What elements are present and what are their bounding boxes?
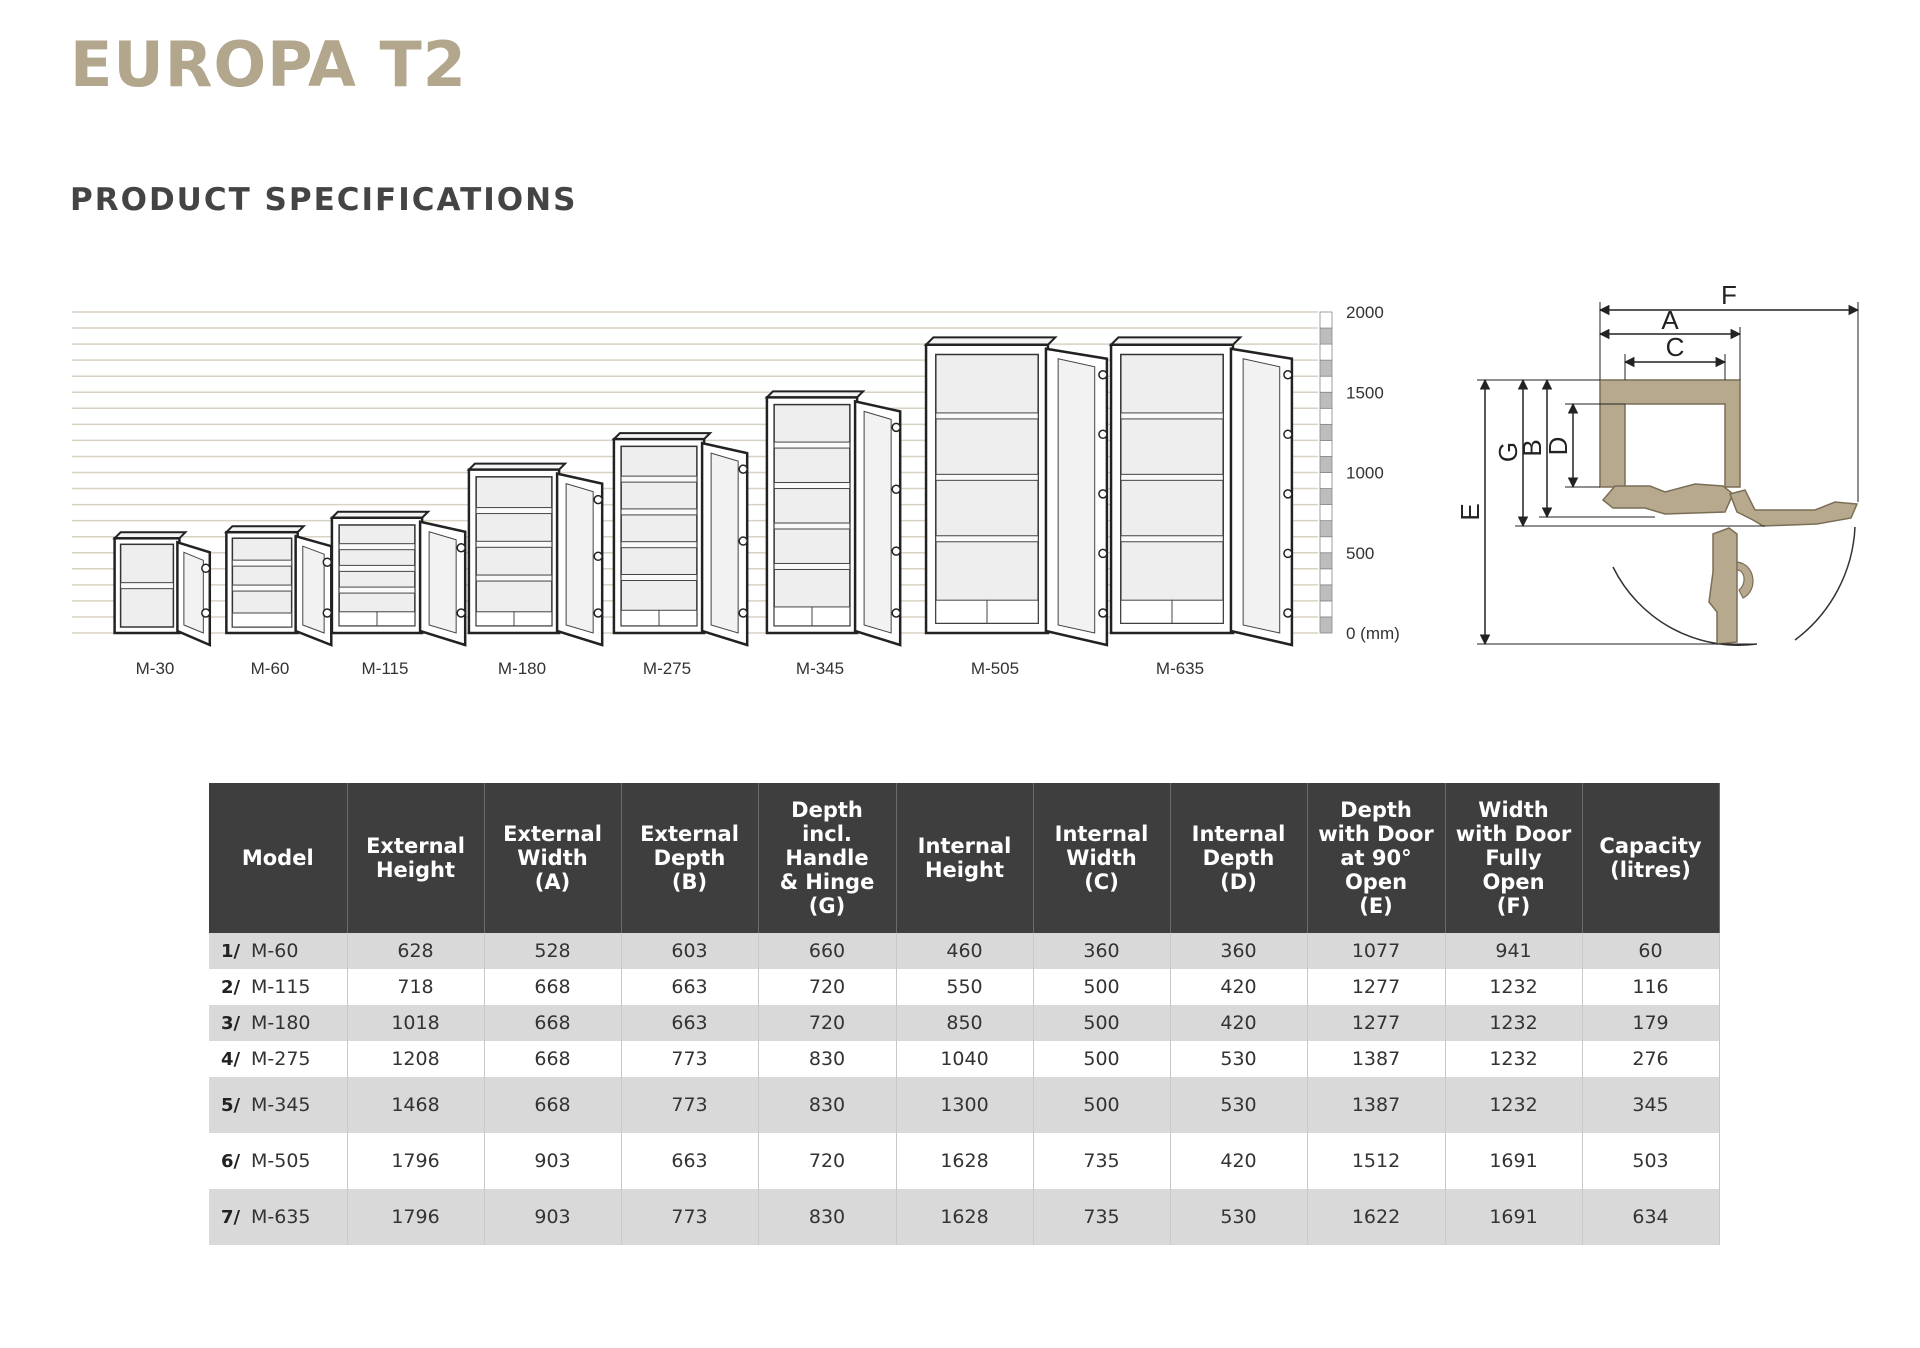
table-cell: 1077: [1307, 933, 1445, 969]
table-cell: 1796: [347, 1133, 484, 1189]
table-cell: 500: [1033, 1077, 1170, 1133]
table-cell: 1232: [1445, 1077, 1582, 1133]
scale-ruler-block: [1320, 424, 1332, 440]
table-cell: 116: [1582, 969, 1719, 1005]
scale-ruler-block: [1320, 328, 1332, 344]
safe-shelf: [1121, 536, 1223, 542]
column-header-line: Depth: [1202, 846, 1275, 870]
table-row: [209, 969, 1719, 1005]
table-cell: 276: [1582, 1041, 1719, 1077]
scale-ruler-block: [1320, 312, 1332, 328]
closed-door-shape: [1603, 484, 1733, 514]
table-cell: 1628: [896, 1133, 1033, 1189]
safe-door-bolt: [892, 547, 900, 555]
table-cell: 1468: [347, 1077, 484, 1133]
table-cell: 420: [1170, 969, 1307, 1005]
safe-drawer: [774, 607, 812, 626]
table-cell: 634: [1582, 1189, 1719, 1245]
model-cell: [209, 1077, 347, 1133]
column-header-line: & Hinge: [779, 870, 875, 894]
table-cell: 720: [758, 1133, 896, 1189]
row-index: 1/: [221, 941, 241, 962]
safe-shelf: [232, 560, 291, 566]
table-cell: 668: [484, 1005, 621, 1041]
safe-shelf: [621, 476, 697, 482]
section-title: PRODUCT SPECIFICATIONS: [70, 182, 578, 218]
safe-shelf: [121, 583, 174, 589]
column-header-line: (F): [1496, 894, 1531, 918]
safe-shelf: [936, 536, 1038, 542]
column-header: [1033, 783, 1170, 933]
column-header: [621, 783, 758, 933]
scale-ruler-block: [1320, 456, 1332, 472]
safe-drawer: [339, 612, 377, 626]
safe-door-bolt: [457, 544, 465, 552]
safe-door-bolt: [594, 496, 602, 504]
scale-ruler-block: [1320, 344, 1332, 360]
safe-door-bolt: [892, 423, 900, 431]
safe-door-panel: [303, 546, 324, 633]
safe-shelf: [774, 483, 850, 489]
column-header: [758, 783, 896, 933]
safe-interior: [936, 354, 1038, 623]
table-cell: 60: [1582, 933, 1719, 969]
model-cell: [209, 1041, 347, 1077]
column-header: [1170, 783, 1307, 933]
table-cell: 1208: [347, 1041, 484, 1077]
column-header-line: Open: [1482, 870, 1545, 894]
table-cell: 773: [621, 1041, 758, 1077]
safe-shelf: [1121, 474, 1223, 480]
table-row: [209, 1133, 1719, 1189]
column-header-line: Width: [1066, 846, 1137, 870]
table-row: [209, 1189, 1719, 1245]
table-cell: 420: [1170, 1133, 1307, 1189]
safe-door-bolt: [1284, 609, 1292, 617]
safe-door-bolt: [457, 609, 465, 617]
safe-door-bolt: [739, 609, 747, 617]
table-cell: 500: [1033, 1005, 1170, 1041]
table-cell: 668: [484, 969, 621, 1005]
column-header-line: (G): [808, 894, 846, 918]
column-header: [484, 783, 621, 933]
safe-door-bolt: [892, 485, 900, 493]
column-header-line: Depth: [1340, 798, 1412, 822]
column-header-line: External: [503, 822, 602, 846]
table-cell: 1387: [1307, 1041, 1445, 1077]
model-cell: [209, 933, 347, 969]
safe-shelf: [621, 542, 697, 548]
table-cell: 550: [896, 969, 1033, 1005]
table-row: [209, 1077, 1719, 1133]
scale-ruler-block: [1320, 617, 1332, 633]
dim-label-d: D: [1543, 436, 1573, 456]
table-header-row: [209, 783, 1719, 933]
safe-door-bolt: [594, 609, 602, 617]
safe-interior: [339, 525, 415, 626]
safe-model-label: M-345: [795, 659, 845, 678]
safe-illustration: [115, 532, 210, 645]
table-cell: 1691: [1445, 1189, 1582, 1245]
safe-drawer: [621, 610, 659, 626]
column-header-line: at 90°: [1340, 846, 1412, 870]
safe-door-bolt: [1284, 371, 1292, 379]
scale-ruler-block: [1320, 392, 1332, 408]
column-header-line: Depth: [791, 798, 863, 822]
door-open-90-handle: [1737, 562, 1753, 598]
table-cell: 530: [1170, 1041, 1307, 1077]
safe-drawer: [987, 600, 1038, 623]
safe-shelf: [476, 508, 552, 514]
table-cell: 773: [621, 1189, 758, 1245]
column-header: [1445, 783, 1582, 933]
safe-door-bolt: [1099, 490, 1107, 498]
model-name: M-115: [251, 976, 311, 998]
table-cell: 903: [484, 1133, 621, 1189]
table-cell: 663: [621, 1133, 758, 1189]
safe-interior: [621, 446, 697, 625]
safe-door-bolt: [202, 609, 210, 617]
safe-illustration: [226, 526, 331, 645]
table-cell: 735: [1033, 1133, 1170, 1189]
safe-drawer: [476, 612, 514, 626]
safe-illustration: [767, 391, 900, 645]
table-cell: 1018: [347, 1005, 484, 1041]
column-header-line: Height: [375, 858, 456, 882]
table-cell: 530: [1170, 1077, 1307, 1133]
model-cell: [209, 1189, 347, 1245]
safe-size-scale-chart: [60, 290, 1440, 690]
column-header-line: Model: [241, 846, 314, 870]
table-cell: 718: [347, 969, 484, 1005]
table-cell: 1796: [347, 1189, 484, 1245]
row-index: 3/: [221, 1013, 241, 1034]
safe-shelf: [621, 509, 697, 515]
table-row: [209, 933, 1719, 969]
table-cell: 1300: [896, 1077, 1033, 1133]
safe-shelf: [339, 544, 415, 550]
dim-label-f: F: [1721, 280, 1737, 310]
table-cell: 503: [1582, 1133, 1719, 1189]
table-cell: 500: [1033, 969, 1170, 1005]
table-cell: 663: [621, 969, 758, 1005]
table-cell: 460: [896, 933, 1033, 969]
safe-illustration: [1111, 337, 1292, 645]
table-cell: 850: [896, 1005, 1033, 1041]
safe-door-panel: [1058, 359, 1095, 633]
table-cell: 830: [758, 1077, 896, 1133]
safe-door-bolt: [594, 552, 602, 560]
column-header-line: incl.: [802, 822, 852, 846]
column-header: [1582, 783, 1719, 933]
safe-drawer: [232, 613, 291, 627]
model-cell: [209, 969, 347, 1005]
safe-shelf: [339, 587, 415, 593]
table-row: [209, 1041, 1719, 1077]
safe-body-outline: [1600, 380, 1740, 487]
page-title: EUROPA T2: [70, 28, 467, 101]
table-cell: 668: [484, 1077, 621, 1133]
safe-drawer: [1172, 600, 1223, 623]
table-cell: 1277: [1307, 1005, 1445, 1041]
scale-ruler-block: [1320, 585, 1332, 601]
safe-door-panel: [864, 411, 891, 633]
table-cell: 660: [758, 933, 896, 969]
model-name: M-635: [251, 1206, 311, 1228]
dim-label-b: B: [1517, 439, 1547, 457]
table-cell: 720: [758, 969, 896, 1005]
safe-door-bolt: [739, 465, 747, 473]
row-index: 5/: [221, 1095, 241, 1116]
table-cell: 668: [484, 1041, 621, 1077]
table-cell: 735: [1033, 1189, 1170, 1245]
safe-door-bolt: [1099, 430, 1107, 438]
table-cell: 830: [758, 1189, 896, 1245]
table-cell: 1277: [1307, 969, 1445, 1005]
scale-ruler-block: [1320, 569, 1332, 585]
table-cell: 773: [621, 1077, 758, 1133]
safe-shelf: [774, 563, 850, 569]
model-cell: [209, 1005, 347, 1041]
safe-drawer: [812, 607, 850, 626]
table-cell: 420: [1170, 1005, 1307, 1041]
safe-door-bolt: [1099, 371, 1107, 379]
column-header-line: Internal: [1054, 822, 1149, 846]
dim-label-e: E: [1455, 503, 1485, 521]
column-header-line: (A): [534, 870, 571, 894]
safe-door-bolt: [1284, 549, 1292, 557]
safe-illustration: [614, 433, 747, 645]
table-cell: 941: [1445, 933, 1582, 969]
safe-shelf: [936, 413, 1038, 419]
column-header: [347, 783, 484, 933]
row-index: 6/: [221, 1151, 241, 1172]
safe-illustration: [332, 512, 465, 645]
safe-interior: [1121, 354, 1223, 623]
table-cell: 903: [484, 1189, 621, 1245]
column-header-line: (B): [671, 870, 708, 894]
model-name: M-345: [251, 1094, 311, 1116]
safe-model-label: M-635: [1155, 659, 1205, 678]
column-header: [209, 783, 347, 933]
safe-interior: [774, 405, 850, 626]
axis-tick-label: 0 (mm): [1346, 624, 1400, 643]
safe-door-bolt: [202, 564, 210, 572]
table-cell: 1622: [1307, 1189, 1445, 1245]
model-name: M-60: [251, 940, 299, 962]
safe-model-label: M-505: [970, 659, 1020, 678]
table-cell: 1387: [1307, 1077, 1445, 1133]
column-header-line: Internal: [917, 834, 1012, 858]
table-cell: 1232: [1445, 969, 1582, 1005]
table-cell: 1691: [1445, 1133, 1582, 1189]
safe-shelf: [774, 523, 850, 529]
axis-tick-label: 1500: [1346, 383, 1384, 403]
safe-shelf: [476, 541, 552, 547]
safe-door-bolt: [323, 609, 331, 617]
dim-label-a: A: [1661, 305, 1679, 335]
door-swing-arc-right: [1795, 527, 1855, 640]
safe-shelf: [339, 565, 415, 571]
axis-tick-label: 500: [1346, 543, 1375, 563]
safe-door-panel: [711, 453, 738, 633]
safe-door-bolt: [892, 609, 900, 617]
model-name: M-275: [251, 1048, 311, 1070]
safe-door-bolt: [1284, 430, 1292, 438]
safe-drawer: [514, 612, 552, 626]
table-cell: 345: [1582, 1077, 1719, 1133]
column-header: [1307, 783, 1445, 933]
table-cell: 500: [1033, 1041, 1170, 1077]
safe-shelf: [476, 575, 552, 581]
dim-label-c: C: [1665, 332, 1685, 362]
table-row: [209, 1005, 1719, 1041]
safe-drawer: [936, 600, 987, 623]
safe-shelf: [774, 442, 850, 448]
column-header-line: Internal: [1191, 822, 1286, 846]
column-header-line: Height: [924, 858, 1005, 882]
scale-ruler-block: [1320, 553, 1332, 569]
scale-ruler-block: [1320, 601, 1332, 617]
scale-ruler-block: [1320, 537, 1332, 553]
table-cell: 530: [1170, 1189, 1307, 1245]
column-header-line: Width: [517, 846, 588, 870]
column-header-line: Fully: [1485, 846, 1542, 870]
door-open-90-shape: [1709, 528, 1737, 644]
column-header-line: Capacity: [1599, 834, 1702, 858]
column-header-line: (litres): [1610, 858, 1691, 882]
column-header-line: (D): [1220, 870, 1257, 894]
safe-illustration: [469, 464, 602, 645]
safe-model-label: M-115: [361, 659, 409, 678]
safe-door-bolt: [1099, 609, 1107, 617]
table-cell: 360: [1170, 933, 1307, 969]
safe-door-bolt: [1099, 549, 1107, 557]
model-name: M-180: [251, 1012, 311, 1034]
column-header: [896, 783, 1033, 933]
table-cell: 1232: [1445, 1005, 1582, 1041]
table-cell: 360: [1033, 933, 1170, 969]
safe-shelf: [232, 585, 291, 591]
scale-ruler-block: [1320, 473, 1332, 489]
column-header-line: Depth: [653, 846, 726, 870]
table-cell: 1040: [896, 1041, 1033, 1077]
safe-drawer: [1121, 600, 1172, 623]
safe-door-panel: [184, 552, 203, 633]
safe-model-label: M-180: [497, 659, 547, 678]
door-fully-open-shape: [1730, 490, 1857, 526]
table-body: [209, 933, 1719, 1245]
row-index: 2/: [221, 977, 241, 998]
safe-interior: [476, 477, 552, 626]
table-cell: 628: [347, 933, 484, 969]
safe-drawer: [377, 612, 415, 626]
scale-ruler-block: [1320, 440, 1332, 456]
safe-illustration: [926, 337, 1107, 645]
safe-shelf: [1121, 413, 1223, 419]
safe-door-panel: [566, 484, 593, 633]
safe-door-bolt: [739, 537, 747, 545]
scale-ruler-block: [1320, 360, 1332, 376]
model-name: M-505: [251, 1150, 311, 1172]
safe-door-bolt: [1284, 490, 1292, 498]
safe-model-label: M-30: [135, 659, 175, 678]
row-index: 4/: [221, 1049, 241, 1070]
safe-model-label: M-275: [642, 659, 692, 678]
column-header-line: External: [366, 834, 465, 858]
table-cell: 1628: [896, 1189, 1033, 1245]
scale-ruler-block: [1320, 489, 1332, 505]
safe-shelf: [621, 574, 697, 580]
table-cell: 603: [621, 933, 758, 969]
table-cell: 1232: [1445, 1041, 1582, 1077]
safe-door-panel: [429, 532, 456, 633]
safe-drawer: [659, 610, 697, 626]
column-header-line: External: [640, 822, 739, 846]
scale-ruler-block: [1320, 505, 1332, 521]
safe-door-panel: [1243, 359, 1280, 633]
model-cell: [209, 1133, 347, 1189]
scale-ruler-block: [1320, 521, 1332, 537]
row-index: 7/: [221, 1207, 241, 1228]
table-cell: 720: [758, 1005, 896, 1041]
column-header-line: Width: [1478, 798, 1549, 822]
column-header-line: (E): [1359, 894, 1393, 918]
column-header-line: with Door: [1318, 822, 1434, 846]
specifications-table: [209, 783, 1720, 1245]
scale-ruler-block: [1320, 376, 1332, 392]
table-cell: 1512: [1307, 1133, 1445, 1189]
column-header-line: (C): [1084, 870, 1119, 894]
axis-tick-label: 1000: [1346, 463, 1384, 483]
table-cell: 830: [758, 1041, 896, 1077]
column-header-line: with Door: [1455, 822, 1572, 846]
table-cell: 528: [484, 933, 621, 969]
column-header-line: Handle: [785, 846, 869, 870]
safe-model-label: M-60: [250, 659, 290, 678]
scale-ruler-block: [1320, 408, 1332, 424]
column-header-line: Open: [1344, 870, 1408, 894]
safe-shelf: [936, 474, 1038, 480]
table-cell: 179: [1582, 1005, 1719, 1041]
door-dimension-diagram: [1455, 272, 1875, 662]
safe-door-bolt: [323, 558, 331, 566]
axis-tick-label: 2000: [1346, 303, 1384, 322]
table-cell: 663: [621, 1005, 758, 1041]
dim-label-g: G: [1493, 441, 1523, 463]
